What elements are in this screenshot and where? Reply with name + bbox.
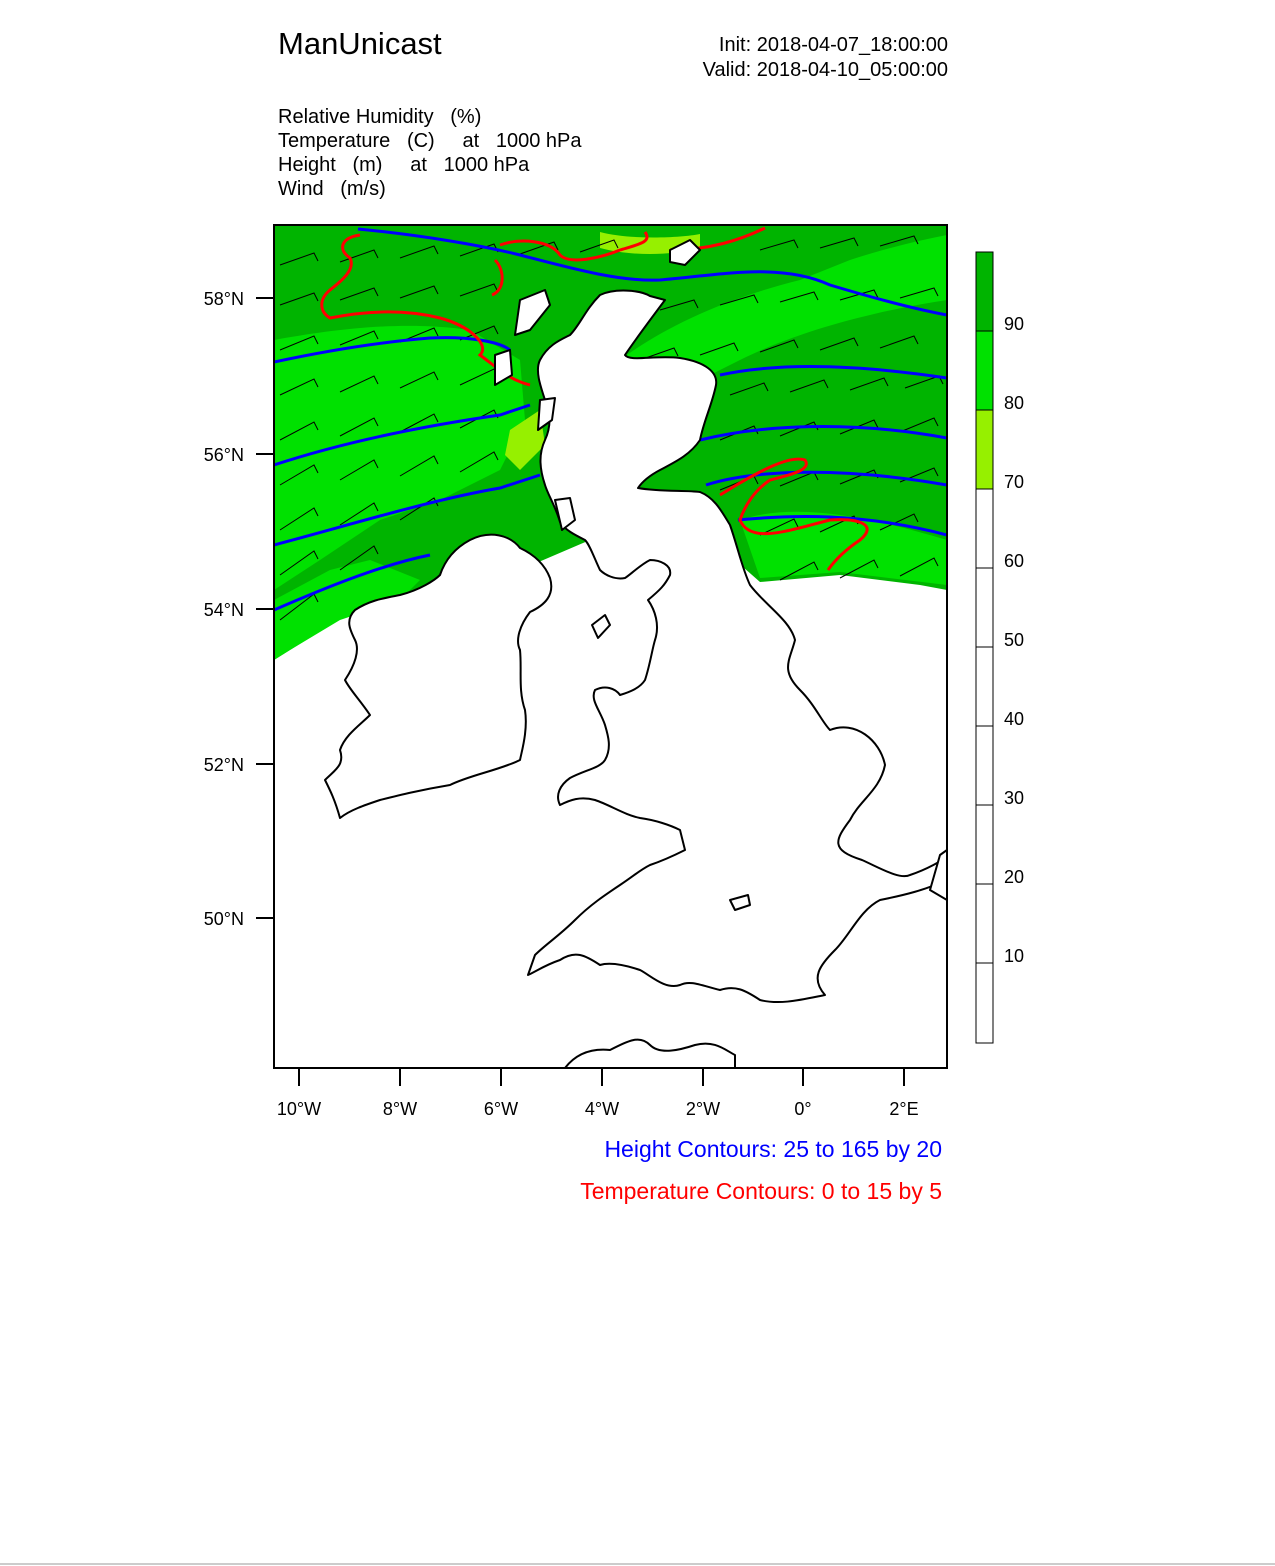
colorbar-label: 90 bbox=[1004, 314, 1025, 334]
lon-tick-label: 8°W bbox=[382, 1099, 418, 1119]
variable-temperature: Temperature (C) at 1000 hPa bbox=[278, 130, 582, 152]
colorbar-label: 50 bbox=[1004, 630, 1025, 650]
lat-tick-label: 58°N bbox=[203, 289, 244, 309]
lon-tick-label: 4°W bbox=[584, 1099, 620, 1119]
variable-wind: Wind (m/s) bbox=[278, 178, 386, 200]
variable-rh: Relative Humidity (%) bbox=[278, 106, 482, 128]
colorbar-label: 40 bbox=[1004, 709, 1025, 729]
lon-tick-label: 2°W bbox=[685, 1099, 721, 1119]
init-time: Init: 2018-04-07_18:00:00 bbox=[718, 34, 948, 56]
colorbar-bin bbox=[976, 252, 993, 331]
colorbar-label: 10 bbox=[1004, 946, 1025, 966]
map-plot-area bbox=[274, 225, 947, 1068]
colorbar-label: 80 bbox=[1004, 393, 1025, 413]
lat-tick-label: 56°N bbox=[203, 445, 244, 465]
colorbar bbox=[976, 252, 993, 1043]
lat-tick-label: 54°N bbox=[203, 600, 244, 620]
lat-ticks bbox=[256, 298, 274, 918]
colorbar-bin bbox=[976, 331, 993, 410]
lat-tick-label: 50°N bbox=[203, 909, 244, 929]
lon-ticks bbox=[299, 1068, 904, 1086]
colorbar-label: 20 bbox=[1004, 867, 1025, 887]
isle-of-man bbox=[592, 615, 610, 638]
colorbar-bin bbox=[976, 489, 993, 1043]
colorbar-label: 70 bbox=[1004, 472, 1025, 492]
variable-height: Height (m) at 1000 hPa bbox=[278, 154, 530, 176]
lon-tick-label: 2°E bbox=[889, 1099, 919, 1119]
lon-tick-label: 0° bbox=[794, 1099, 812, 1119]
lat-tick-label: 52°N bbox=[203, 755, 244, 775]
chart-title: ManUnicast bbox=[278, 26, 442, 61]
lon-tick-label: 10°W bbox=[276, 1099, 322, 1119]
colorbar-bin bbox=[976, 410, 993, 489]
lon-tick-label: 6°W bbox=[483, 1099, 519, 1119]
colorbar-label: 30 bbox=[1004, 788, 1025, 808]
colorbar-label: 60 bbox=[1004, 551, 1025, 571]
temperature-contour-legend: Temperature Contours: 0 to 15 by 5 bbox=[580, 1178, 942, 1204]
valid-time: Valid: 2018-04-10_05:00:00 bbox=[702, 59, 948, 81]
height-contour-legend: Height Contours: 25 to 165 by 20 bbox=[604, 1136, 942, 1162]
